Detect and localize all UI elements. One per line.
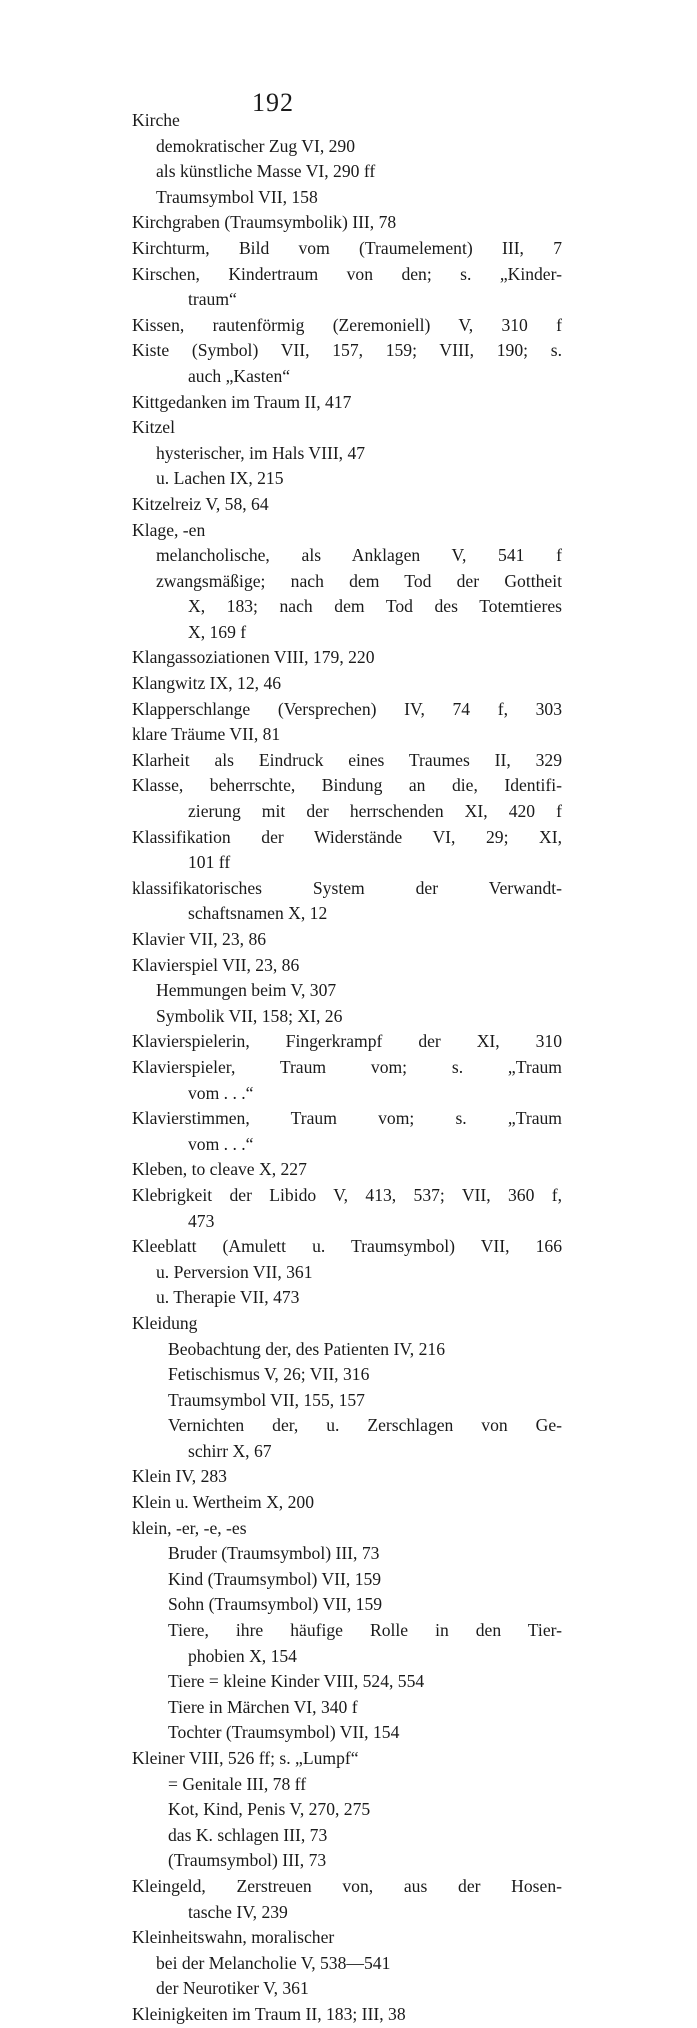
index-entry: Klassifikation der Widerstände VI, 29; XI, bbox=[132, 826, 562, 847]
index-subentry: Fetischismus V, 26; VII, 316 bbox=[168, 1364, 370, 1385]
index-entry: Kleinigkeiten im Traum II, 183; III, 38 bbox=[132, 2003, 406, 2024]
index-subentry: Tiere = kleine Kinder VIII, 524, 554 bbox=[168, 1671, 425, 1692]
index-subentry: schirr X, 67 bbox=[188, 1440, 272, 1461]
index-entry: Kirchgraben (Traumsymbolik) III, 78 bbox=[132, 212, 397, 233]
index-subentry: hysterischer, im Hals VIII, 47 bbox=[156, 442, 366, 463]
index-entry: Kittgedanken im Traum II, 417 bbox=[132, 391, 352, 412]
index-entry: klein, -er, -e, -es bbox=[132, 1517, 247, 1538]
index-subentry: Vernichten der, u. Zerschlagen von Ge- bbox=[168, 1415, 562, 1436]
index-subentry: Traumsymbol VII, 158 bbox=[156, 186, 318, 207]
index-entry: Kleingeld, Zerstreuen von, aus der Hosen- bbox=[132, 1875, 562, 1896]
index-entry: klassifikatorisches System der Verwandt- bbox=[132, 877, 562, 898]
index-entry: Kleben, to cleave X, 227 bbox=[132, 1159, 307, 1180]
page-number: 192 bbox=[252, 88, 294, 117]
index-entry: Klangwitz IX, 12, 46 bbox=[132, 673, 282, 694]
index-subentry: der Neurotiker V, 361 bbox=[156, 1978, 309, 1999]
index-entry: Kissen, rautenförmig (Zeremoniell) V, 310 f bbox=[132, 314, 562, 335]
index-entry: Kleinheitswahn, moralischer bbox=[132, 1927, 335, 1948]
index-subentry: bei der Melancholie V, 538—541 bbox=[156, 1952, 391, 1973]
index-subentry: Traumsymbol VII, 155, 157 bbox=[168, 1389, 365, 1410]
index-subentry: als künstliche Masse VI, 290 ff bbox=[156, 161, 376, 182]
index-entry: Kleiner VIII, 526 ff; s. „Lumpf“ bbox=[132, 1748, 359, 1768]
index-entry: Klarheit als Eindruck eines Traumes II, 329 bbox=[132, 749, 562, 770]
index-subentry: traum“ bbox=[188, 289, 237, 310]
index-column bbox=[132, 108, 562, 2028]
index-entry: Klavierspiel VII, 23, 86 bbox=[132, 954, 300, 975]
index-subentry: auch „Kasten“ bbox=[188, 365, 291, 386]
index-subentry: melancholische, als Anklagen V, 541 f bbox=[156, 545, 562, 566]
index-subentry: demokratischer Zug VI, 290 bbox=[156, 135, 356, 156]
index-entry: Kitzel bbox=[132, 417, 175, 438]
index-subentry: Sohn (Traumsymbol) VII, 159 bbox=[168, 1594, 383, 1615]
index-entry: Kirche bbox=[132, 110, 180, 130]
index-entry: Klavier VII, 23, 86 bbox=[132, 929, 267, 949]
index-subentry: 473 bbox=[188, 1210, 215, 1231]
index-subentry: Tochter (Traumsymbol) VII, 154 bbox=[168, 1722, 400, 1743]
index-entry: Kleidung bbox=[132, 1312, 198, 1333]
index-entry: Klage, -en bbox=[132, 519, 206, 540]
index-entry: Klangassoziationen VIII, 179, 220 bbox=[132, 647, 375, 668]
index-entry: Klapperschlange (Versprechen) IV, 74 f, 303 bbox=[132, 698, 562, 719]
index-subentry: X, 169 f bbox=[188, 621, 247, 642]
index-subentry: phobien X, 154 bbox=[188, 1645, 297, 1666]
index-entry: Klein u. Wertheim X, 200 bbox=[132, 1492, 314, 1513]
index-entry: Kitzelreiz V, 58, 64 bbox=[132, 493, 269, 514]
index-entry: Klebrigkeit der Libido V, 413, 537; VII, 360 f, bbox=[132, 1184, 562, 1205]
index-subentry: das K. schlagen III, 73 bbox=[168, 1824, 328, 1845]
index-entry: Klavierstimmen, Traum vom; s. „Traum bbox=[132, 1108, 562, 1129]
index-subentry: = Genitale III, 78 ff bbox=[168, 1773, 307, 1794]
index-subentry: vom . . .“ bbox=[188, 1082, 254, 1103]
index-entry: Kirchturm, Bild vom (Traumelement) III, 7 bbox=[132, 237, 562, 258]
index-entry: Kleeblatt (Amulett u. Traumsymbol) VII, 166 bbox=[132, 1236, 562, 1257]
index-subentry: u. Perversion VII, 361 bbox=[156, 1261, 313, 1282]
index-subentry: Hemmungen beim V, 307 bbox=[156, 980, 337, 1001]
index-subentry: vom . . .“ bbox=[188, 1133, 254, 1154]
index-subentry: (Traumsymbol) III, 73 bbox=[168, 1850, 327, 1871]
index-subentry: Beobachtung der, des Patienten IV, 216 bbox=[168, 1338, 445, 1359]
index-subentry: Tiere in Märchen VI, 340 f bbox=[168, 1696, 358, 1717]
index-subentry: Tiere, ihre häufige Rolle in den Tier- bbox=[168, 1620, 562, 1641]
index-subentry: Symbolik VII, 158; XI, 26 bbox=[156, 1005, 343, 1026]
index-subentry: X, 183; nach dem Tod des Totemtieres bbox=[188, 596, 562, 617]
index-subentry: zierung mit der herrschenden XI, 420 f bbox=[188, 801, 562, 822]
index-entry: Klavierspieler, Traum vom; s. „Traum bbox=[132, 1056, 562, 1077]
index-entry: Kirschen, Kindertraum von den; s. „Kinder- bbox=[132, 263, 562, 284]
index-subentry: schaftsnamen X, 12 bbox=[188, 903, 328, 924]
index-subentry: Kot, Kind, Penis V, 270, 275 bbox=[168, 1799, 371, 1820]
index-subentry: u. Lachen IX, 215 bbox=[156, 468, 284, 489]
index-subentry: zwangsmäßige; nach dem Tod der Gottheit bbox=[156, 570, 562, 591]
index-subentry: 101 ff bbox=[188, 852, 231, 873]
index-entry: klare Träume VII, 81 bbox=[132, 724, 281, 745]
index-entry: Kiste (Symbol) VII, 157, 159; VIII, 190; s. bbox=[132, 340, 562, 361]
index-entry: Klavierspielerin, Fingerkrampf der XI, 310 bbox=[132, 1031, 562, 1052]
index-entry: Klein IV, 283 bbox=[132, 1466, 227, 1487]
index-subentry: Kind (Traumsymbol) VII, 159 bbox=[168, 1568, 382, 1589]
index-subentry: tasche IV, 239 bbox=[188, 1901, 288, 1922]
index-subentry: Bruder (Traumsymbol) III, 73 bbox=[168, 1543, 380, 1564]
index-subentry: u. Therapie VII, 473 bbox=[156, 1287, 300, 1308]
index-entry: Klasse, beherrschte, Bindung an die, Identifi- bbox=[132, 775, 562, 796]
